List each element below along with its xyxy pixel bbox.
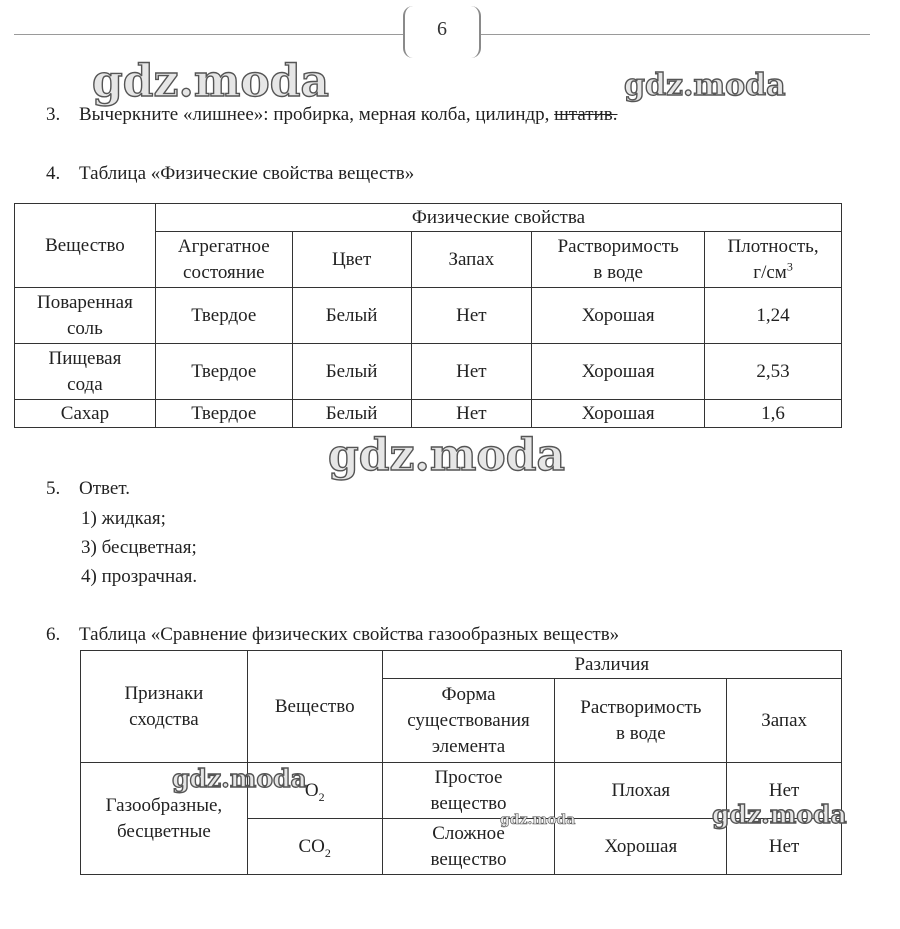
header-form-line1: Форма [441,683,496,705]
header-form-line2: существования [407,709,530,731]
question-6 [46,624,619,646]
q3-text: Вычеркните «лишнее»: пробирка, мерная колба, цилиндр, [79,104,550,125]
row-density: 2,53 [705,344,842,400]
row-substance: $CO_2$ [247,819,382,875]
header-state-line1: Агрегатное [177,235,270,257]
similarity-line2: бесцветные [116,820,211,842]
watermark: gdz.moda [172,764,307,793]
header-differences: Различия [382,651,841,679]
q3-number: 3. [46,104,61,125]
row-color: Белый [292,288,411,344]
row-substance-line1: Поваренная [37,291,133,313]
question-3 [46,104,617,126]
header-state [155,232,292,288]
row-form-line2: вещество [430,848,507,870]
q5-answer-3: 4) прозрачная. [81,566,198,587]
header-rule-left [14,34,406,35]
row-solubility: Плохая [555,763,727,819]
row-substance [15,344,156,400]
row-solubility: Хорошая [532,344,705,400]
watermark: gdz.moda [92,56,330,107]
row-form [382,763,555,819]
row-substance: Сахар [15,400,156,428]
row-form-line1: Простое [434,766,503,788]
q6-number: 6. [46,624,61,645]
q4-title: Таблица «Физические свойства веществ» [79,163,415,184]
header-solubility-line2: в воде [616,722,666,744]
similarity-line1: Газообразные, [105,794,223,816]
row-smell: Нет [727,763,842,819]
row-form-line1: Сложное [432,822,505,844]
row-substance: $O_2$ [247,763,382,819]
row-solubility: Хорошая [532,400,705,428]
header-smell: Запах [411,232,532,288]
q4-number: 4. [46,163,61,184]
row-form-line2: вещество [430,792,507,814]
row-density: 1,24 [705,288,842,344]
q5-title: Ответ. [79,478,130,499]
row-substance [15,288,156,344]
header-solubility-line1: Растворимость [557,235,679,257]
row-color: Белый [292,344,411,400]
header-solubility-line2: в воде [593,261,643,283]
row-state: Твердое [155,344,292,400]
header-similarity-line2: сходства [129,708,199,730]
density-exponent: 3 [786,259,793,274]
question-4 [46,163,414,185]
header-similarity-line1: Признаки [124,682,204,704]
header-density-line1: Плотность, [727,235,819,257]
table-row [15,288,842,344]
row-solubility: Хорошая [555,819,727,875]
header-solubility [532,232,705,288]
row-smell: Нет [411,400,532,428]
header-color: Цвет [292,232,411,288]
row-smell: Нет [411,288,532,344]
header-solubility-line1: Растворимость [580,696,702,718]
q5-answer-1: 1) жидкая; [81,508,166,529]
watermark: gdz.moda [712,800,847,829]
row-solubility: Хорошая [532,288,705,344]
watermark: gdz.moda [624,68,786,103]
q6-title: Таблица «Сравнение физических свойства газообразных веществ» [79,624,620,645]
header-similarity [81,651,248,763]
header-substance: Вещество [15,204,156,288]
question-5 [46,478,130,500]
row-substance-line2: соль [67,317,103,339]
header-physical-properties: Физические свойства [155,204,841,232]
q5-answer-2: 3) бесцветная; [81,537,197,558]
watermark: gdz.moda [500,812,576,828]
header-substance: Вещество [247,651,382,763]
header-density [705,232,842,288]
gas-comparison-table [80,650,842,875]
row-color: Белый [292,400,411,428]
physical-properties-table [14,203,842,428]
row-substance-line2: сода [67,373,103,395]
row-smell: Нет [727,819,842,875]
header-state-line2: состояние [183,261,265,283]
q5-number: 5. [46,478,61,499]
table-row [15,344,842,400]
header-smell: Запах [727,679,842,763]
header-density-line2: $г/см^3$ [753,259,793,283]
page-number: 6 [403,6,481,58]
row-state: Твердое [155,400,292,428]
header-form [382,679,555,763]
row-density: 1,6 [705,400,842,428]
row-substance-line1: Пищевая [48,347,122,369]
header-rule-right [474,34,870,35]
row-smell: Нет [411,344,532,400]
table-row [15,400,842,428]
watermark: gdz.moda [328,430,566,481]
row-state: Твердое [155,288,292,344]
q3-struck-word: штатив. [554,104,618,125]
header-solubility [555,679,727,763]
header-form-line3: элемента [431,735,506,757]
